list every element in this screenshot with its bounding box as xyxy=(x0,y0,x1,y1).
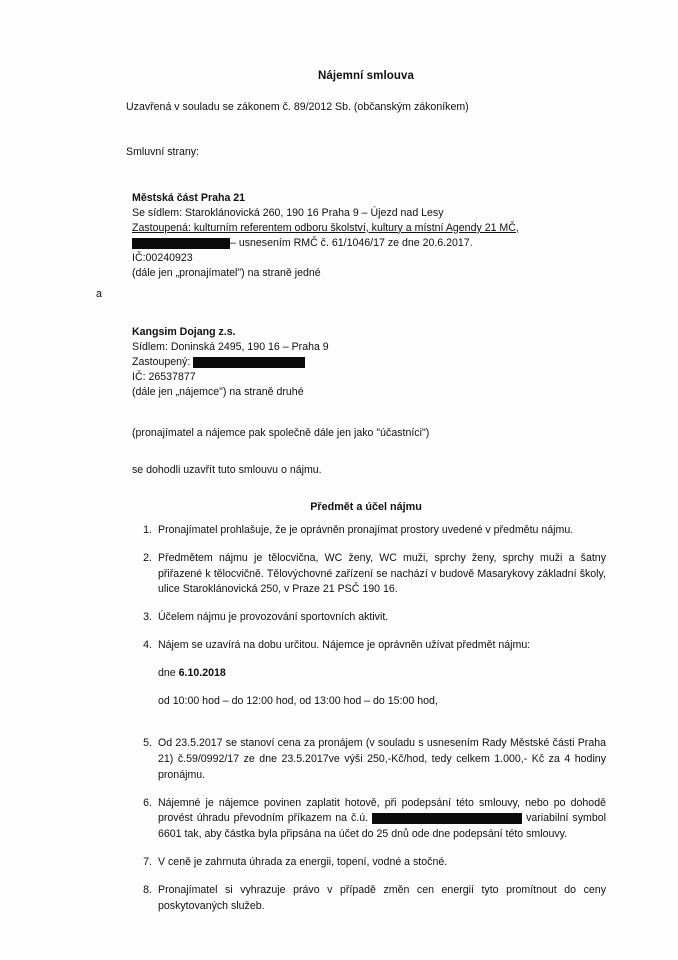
list-item xyxy=(126,551,606,599)
document-subtitle: Uzavřená v souladu se zákonem č. 89/2012 Sb. (občanským zákoníkem) xyxy=(126,101,469,113)
clause-number: 4. xyxy=(143,639,152,652)
conjunction-a: a xyxy=(96,288,102,300)
agreement-line: se dohodli uzavřít tuto smlouvu o nájmu. xyxy=(132,464,322,477)
clause-text: Předmětem nájmu je tělocvična, WC ženy, WC muži, sprchy ženy, sprchy muži a šatny přiřazené k tělocvičně. Tělovýchovné zařízení se nachází v budově Masarykovy základní školy, ulice Staroklánovická 250, v Praze 21 PSČ 190 16. xyxy=(158,551,606,596)
clause-text-continued: variabilní symbol 6601 tak, aby částka byla připsána na účet do 25 dnů ode dne podepsání této smlouvy. xyxy=(158,812,606,841)
redaction-bar-party-two-name xyxy=(193,357,305,368)
list-item xyxy=(126,736,606,784)
list-item xyxy=(126,638,606,710)
clause-four-hours: od 10:00 hod – do 12:00 hod, od 13:00 hod – do 15:00 hod, xyxy=(158,695,438,708)
clause-number: 5. xyxy=(143,736,152,749)
section-heading: Předmět a účel nájmu xyxy=(310,500,422,513)
party-one-resolution-row xyxy=(132,236,606,251)
clause-text: Nájemné je nájemce povinen zaplatit hotově, při podepsání této smlouvy, nebo po dohodě provést úhradu převodním příkazem na č.ú. xyxy=(158,796,606,825)
clause-four-date-row xyxy=(158,666,606,682)
party-one-alias: (dále jen „pronajímatel") na straně jedné xyxy=(132,266,321,279)
clause-number: 3. xyxy=(143,611,152,624)
party-one-resolution: – usnesením RMČ č. 61/1046/17 ze dne 20.6.2017. xyxy=(230,236,473,249)
clause-text: Účelem nájmu je provozování sportovních aktivit. xyxy=(158,611,389,624)
document-body xyxy=(126,70,606,927)
party-one-ico: IČ:00240923 xyxy=(132,251,193,264)
party-one-name: Městská část Praha 21 xyxy=(132,191,246,204)
clause-four-date-value: 6.10.2018 xyxy=(178,667,226,680)
parties-label: Smluvní strany: xyxy=(126,146,200,159)
page-title: Nájemní smlouva xyxy=(317,70,415,82)
clause-text: Od 23.5.2017 se stanoví cena za pronájem (v souladu s usnesením Rady Městské části Praha 21) č.59/0992/17 ze dne 23.5.2017ve výši 250,-Kč/hod, tedy celkem 1.000,- Kč za 4 hodiny pronájmu. xyxy=(158,736,606,781)
clause-text: Nájem se uzavírá na dobu určitou. Nájemce je oprávněn užívat předmět nájmu: xyxy=(158,639,531,652)
clause-number: 8. xyxy=(143,884,152,897)
clause-text: V ceně je zahrnuta úhrada za energii, topení, vodné a stočné. xyxy=(158,856,448,869)
joint-alias: (pronajímatel a nájemce pak společně dále jen jako "účastníci") xyxy=(132,427,430,440)
clause-number: 1. xyxy=(143,523,152,536)
clause-four-date-label: dne xyxy=(158,667,176,680)
list-item xyxy=(126,883,606,915)
clause-number: 6. xyxy=(143,796,152,809)
list-item xyxy=(126,523,606,539)
party-one-address: Se sídlem: Staroklánovická 260, 190 16 Praha 9 – Újezd nad Lesy xyxy=(132,206,444,219)
redaction-bar-party-one-name xyxy=(132,238,230,249)
party-two-represented-row xyxy=(132,355,606,370)
party-two-alias: (dále jen „nájemce") na straně druhé xyxy=(132,386,304,399)
clause-number: 7. xyxy=(143,856,152,869)
clause-text: Pronajímatel prohlašuje, že je oprávněn pronajímat prostory uvedené v předmětu nájmu. xyxy=(158,523,574,536)
party-two-address: Sídlem: Doninská 2495, 190 16 – Praha 9 xyxy=(132,340,329,353)
list-item xyxy=(126,796,606,844)
list-item xyxy=(126,610,606,626)
clause-number: 2. xyxy=(143,551,152,564)
party-one-block xyxy=(132,191,606,281)
clause-list xyxy=(126,523,606,915)
party-two-represented-label: Zastoupený: xyxy=(132,355,191,368)
redaction-bar-account-number xyxy=(372,813,522,824)
party-two-name: Kangsim Dojang z.s. xyxy=(132,325,236,338)
clause-text: Pronajímatel si vyhrazuje právo v případě změn cen energií tyto promítnout do ceny poskytovaných služeb. xyxy=(158,884,606,913)
list-item xyxy=(126,855,606,871)
party-one-represented: Zastoupená: kulturním referentem odboru školství, kultury a místní Agendy 21 MČ, xyxy=(132,221,519,234)
party-two-ico: IČ: 26537877 xyxy=(132,371,196,383)
party-two-block xyxy=(132,325,606,400)
